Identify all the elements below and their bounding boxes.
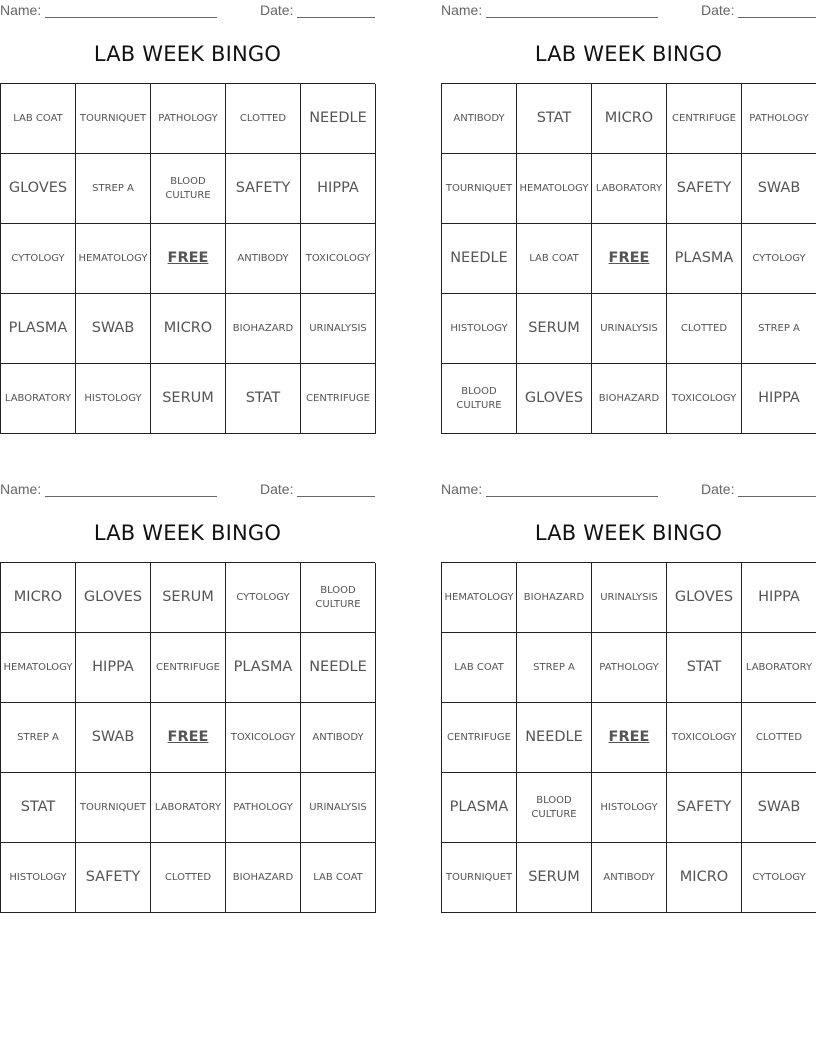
bingo-cell[interactable]: URINALYSIS: [592, 563, 667, 633]
bingo-cell[interactable]: SAFETY: [76, 843, 151, 913]
bingo-cell[interactable]: BIOHAZARD: [226, 843, 301, 913]
bingo-cell[interactable]: BLOOD CULTURE: [301, 563, 376, 633]
bingo-cell[interactable]: GLOVES: [667, 563, 742, 633]
bingo-cell[interactable]: TOURNIQUET: [76, 773, 151, 843]
bingo-cell[interactable]: SAFETY: [226, 154, 301, 224]
bingo-cell[interactable]: TOXICOLOGY: [301, 224, 376, 294]
bingo-cell[interactable]: ANTIBODY: [442, 84, 517, 154]
bingo-cell[interactable]: CENTRIFUGE: [442, 703, 517, 773]
bingo-cell[interactable]: HEMATOLOGY: [442, 563, 517, 633]
bingo-cell[interactable]: HIPPA: [742, 563, 816, 633]
bingo-cell[interactable]: CENTRIFUGE: [667, 84, 742, 154]
bingo-cell[interactable]: GLOVES: [1, 154, 76, 224]
bingo-cell[interactable]: SERUM: [151, 364, 226, 434]
date-label: Date:: [701, 481, 735, 497]
bingo-cell[interactable]: URINALYSIS: [592, 294, 667, 364]
bingo-cell[interactable]: STREP A: [742, 294, 816, 364]
date-field[interactable]: [297, 496, 375, 497]
bingo-cell[interactable]: SERUM: [151, 563, 226, 633]
bingo-cell[interactable]: HIPPA: [301, 154, 376, 224]
bingo-cell[interactable]: STREP A: [76, 154, 151, 224]
bingo-cell[interactable]: STAT: [226, 364, 301, 434]
bingo-cell[interactable]: CLOTTED: [667, 294, 742, 364]
card-title: LAB WEEK BINGO: [534, 42, 723, 66]
bingo-cell[interactable]: PATHOLOGY: [742, 84, 816, 154]
date-label: Date:: [260, 481, 294, 497]
bingo-cell[interactable]: TOXICOLOGY: [226, 703, 301, 773]
bingo-cell[interactable]: HIPPA: [76, 633, 151, 703]
bingo-grid: [441, 83, 816, 434]
bingo-cell[interactable]: CYTOLOGY: [1, 224, 76, 294]
bingo-cell[interactable]: SWAB: [742, 773, 816, 843]
bingo-cell[interactable]: TOURNIQUET: [442, 843, 517, 913]
bingo-cell[interactable]: MICRO: [1, 563, 76, 633]
bingo-cell[interactable]: BIOHAZARD: [517, 563, 592, 633]
bingo-cell[interactable]: ANTIBODY: [592, 843, 667, 913]
bingo-cell[interactable]: HISTOLOGY: [76, 364, 151, 434]
bingo-cell[interactable]: STREP A: [517, 633, 592, 703]
bingo-cell[interactable]: CYTOLOGY: [742, 843, 816, 913]
bingo-cell[interactable]: LAB COAT: [517, 224, 592, 294]
name-label: Name:: [0, 2, 42, 18]
bingo-cell[interactable]: GLOVES: [517, 364, 592, 434]
bingo-cell[interactable]: ANTIBODY: [226, 224, 301, 294]
bingo-cell[interactable]: URINALYSIS: [301, 773, 376, 843]
bingo-cell[interactable]: HEMATOLOGY: [76, 224, 151, 294]
bingo-cell[interactable]: PATHOLOGY: [592, 633, 667, 703]
bingo-cell[interactable]: BLOOD CULTURE: [442, 364, 517, 434]
card-header: [441, 2, 816, 20]
bingo-cell[interactable]: CENTRIFUGE: [301, 364, 376, 434]
bingo-cell[interactable]: NEEDLE: [517, 703, 592, 773]
free-space[interactable]: FREE: [151, 224, 226, 294]
bingo-cell[interactable]: TOURNIQUET: [442, 154, 517, 224]
date-field[interactable]: [297, 17, 375, 18]
bingo-cell[interactable]: MICRO: [667, 843, 742, 913]
card-title: LAB WEEK BINGO: [93, 521, 282, 545]
bingo-cell[interactable]: STAT: [1, 773, 76, 843]
bingo-cell[interactable]: BIOHAZARD: [226, 294, 301, 364]
bingo-cell[interactable]: PATHOLOGY: [151, 84, 226, 154]
name-field[interactable]: [45, 17, 217, 18]
bingo-cell[interactable]: TOXICOLOGY: [667, 703, 742, 773]
free-space[interactable]: FREE: [592, 224, 667, 294]
bingo-cell[interactable]: MICRO: [151, 294, 226, 364]
bingo-cell[interactable]: CYTOLOGY: [226, 563, 301, 633]
bingo-cell[interactable]: HIPPA: [742, 364, 816, 434]
name-field[interactable]: [486, 17, 658, 18]
bingo-cell[interactable]: LABORATORY: [592, 154, 667, 224]
bingo-cell[interactable]: GLOVES: [76, 563, 151, 633]
bingo-cell[interactable]: STAT: [667, 633, 742, 703]
bingo-cell[interactable]: HEMATOLOGY: [1, 633, 76, 703]
name-field[interactable]: [486, 496, 658, 497]
card-header: [0, 481, 375, 499]
card-header: [441, 481, 816, 499]
bingo-cell[interactable]: STAT: [517, 84, 592, 154]
name-label: Name:: [441, 2, 483, 18]
date-field[interactable]: [738, 17, 816, 18]
free-space[interactable]: FREE: [151, 703, 226, 773]
name-label: Name:: [0, 481, 42, 497]
bingo-cell[interactable]: SWAB: [76, 703, 151, 773]
bingo-cell[interactable]: NEEDLE: [301, 633, 376, 703]
bingo-cell[interactable]: ANTIBODY: [301, 703, 376, 773]
bingo-cell[interactable]: SWAB: [76, 294, 151, 364]
bingo-cell[interactable]: SAFETY: [667, 773, 742, 843]
bingo-cell[interactable]: PATHOLOGY: [226, 773, 301, 843]
bingo-cell[interactable]: LABORATORY: [151, 773, 226, 843]
bingo-cell[interactable]: LAB COAT: [301, 843, 376, 913]
bingo-cell[interactable]: PLASMA: [442, 773, 517, 843]
bingo-grid: [0, 562, 375, 913]
bingo-cell[interactable]: LABORATORY: [742, 633, 816, 703]
bingo-cell[interactable]: LAB COAT: [1, 84, 76, 154]
bingo-cell[interactable]: BIOHAZARD: [592, 364, 667, 434]
name-label: Name:: [441, 481, 483, 497]
bingo-cell[interactable]: SERUM: [517, 294, 592, 364]
bingo-cell[interactable]: SWAB: [742, 154, 816, 224]
bingo-cell[interactable]: CYTOLOGY: [742, 224, 816, 294]
bingo-cell[interactable]: SERUM: [517, 843, 592, 913]
card-header: [0, 2, 375, 20]
bingo-cell[interactable]: HISTOLOGY: [1, 843, 76, 913]
bingo-grid: [441, 562, 816, 913]
date-field[interactable]: [738, 496, 816, 497]
bingo-grid: [0, 83, 375, 434]
bingo-cell[interactable]: HISTOLOGY: [592, 773, 667, 843]
bingo-cell[interactable]: PLASMA: [667, 224, 742, 294]
bingo-cell[interactable]: LAB COAT: [442, 633, 517, 703]
bingo-cell[interactable]: BLOOD CULTURE: [517, 773, 592, 843]
bingo-cell[interactable]: URINALYSIS: [301, 294, 376, 364]
bingo-cell[interactable]: BLOOD CULTURE: [151, 154, 226, 224]
bingo-cell[interactable]: PLASMA: [226, 633, 301, 703]
bingo-cell[interactable]: TOXICOLOGY: [667, 364, 742, 434]
bingo-cell[interactable]: MICRO: [592, 84, 667, 154]
date-label: Date:: [260, 2, 294, 18]
bingo-cell[interactable]: HISTOLOGY: [442, 294, 517, 364]
bingo-cell[interactable]: CENTRIFUGE: [151, 633, 226, 703]
card-title: LAB WEEK BINGO: [534, 521, 723, 545]
bingo-cell[interactable]: CLOTTED: [742, 703, 816, 773]
bingo-cell[interactable]: STREP A: [1, 703, 76, 773]
bingo-cell[interactable]: CLOTTED: [226, 84, 301, 154]
free-space[interactable]: FREE: [592, 703, 667, 773]
name-field[interactable]: [45, 496, 217, 497]
date-label: Date:: [701, 2, 735, 18]
bingo-cell[interactable]: HEMATOLOGY: [517, 154, 592, 224]
bingo-cell[interactable]: PLASMA: [1, 294, 76, 364]
bingo-cell[interactable]: NEEDLE: [442, 224, 517, 294]
bingo-cell[interactable]: LABORATORY: [1, 364, 76, 434]
card-title: LAB WEEK BINGO: [93, 42, 282, 66]
bingo-cell[interactable]: SAFETY: [667, 154, 742, 224]
bingo-cell[interactable]: NEEDLE: [301, 84, 376, 154]
bingo-cell[interactable]: TOURNIQUET: [76, 84, 151, 154]
bingo-cell[interactable]: CLOTTED: [151, 843, 226, 913]
